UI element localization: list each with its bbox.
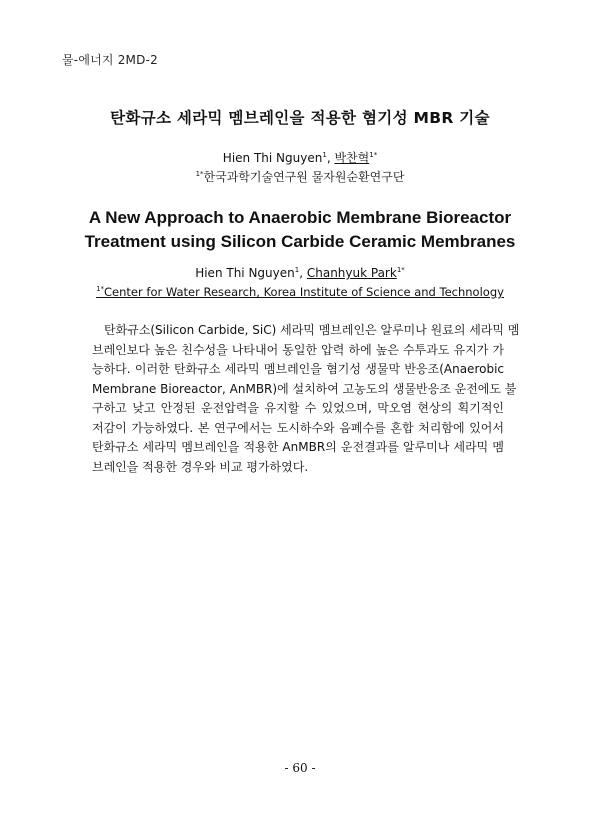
english-title-line-1: A New Approach to Anaerobic Membrane Bioreactor [88, 208, 512, 227]
korean-author-2-sup: 1* [369, 151, 378, 159]
abstract-line: 탄화규소(Silicon Carbide, SiC) 세라믹 멤브레인은 알루미나 원료의 세라믹 멤 [104, 323, 520, 337]
korean-author-1-sup: 1 [322, 151, 327, 159]
english-author-2-sup: 1* [396, 266, 405, 274]
abstract-line: 브레인보다 높은 친수성을 나타내어 동일한 압력 하에 높은 수투과도 유지가 가 [92, 342, 504, 357]
abstract-line: 저감이 가능하였다. 본 연구에서는 도시하수와 음폐수를 혼합 처리함에 있어서 [92, 420, 504, 435]
korean-affiliation-sup: 1* [195, 170, 204, 178]
english-author-1-sup: 1 [294, 266, 300, 274]
english-affiliation-text: Center for Water Research, Korea Institute of Science and Technology [104, 285, 504, 299]
english-affiliation [0, 285, 600, 299]
english-authors: Hien Thi Nguyen$^1$, Chanhyuk Park$^{1*}$ [195, 266, 405, 280]
english-affiliation-sup: 1* [96, 285, 105, 294]
abstract-line: Membrane Bioreactor, AnMBR)에 설치하여 고농도의 생물반응조 운전에도 불 [92, 381, 517, 396]
korean-affiliation-text: 한국과학기술연구원 물자원순환연구단 [203, 170, 405, 184]
abstract-line: 구하고 낮고 안정된 운전압력을 유지할 수 있었으며, 막오염 현상의 획기적인 [92, 401, 504, 415]
korean-affiliation [0, 168, 600, 185]
korean-authors: Hien Thi Nguyen$^1$, 박찬혁$^{1*}$ [222, 151, 378, 165]
korean-author-2: 박찬혁 [334, 151, 370, 165]
english-title [0, 206, 600, 254]
page-number: - 60 - [284, 761, 316, 775]
english-author-2: Chanhyuk Park [306, 266, 397, 280]
english-title-line-2: Treatment using Silicon Carbide Ceramic Membranes [84, 232, 516, 251]
english-author-1: Hien Thi Nguyen [195, 266, 295, 280]
abstract-line: 브레인을 적용한 경우와 비교 평가하였다. [92, 459, 309, 474]
abstract-line: 탄화규소 세라믹 멤브레인을 적용한 AnMBR의 운전결과를 알루미나 세라믹 멤 [92, 440, 504, 454]
abstract-line: 능하다. 이러한 탄화규소 세라믹 멤브레인을 혐기성 생물막 반응조(Anaerobic [92, 362, 504, 376]
session-code: 물-에너지 2MD-2 [62, 53, 158, 67]
abstract-body [92, 321, 520, 477]
korean-author-1: Hien Thi Nguyen [222, 151, 323, 165]
korean-title: 탄화규소 세라믹 멤브레인을 적용한 혐기성 MBR 기술 [110, 109, 490, 127]
